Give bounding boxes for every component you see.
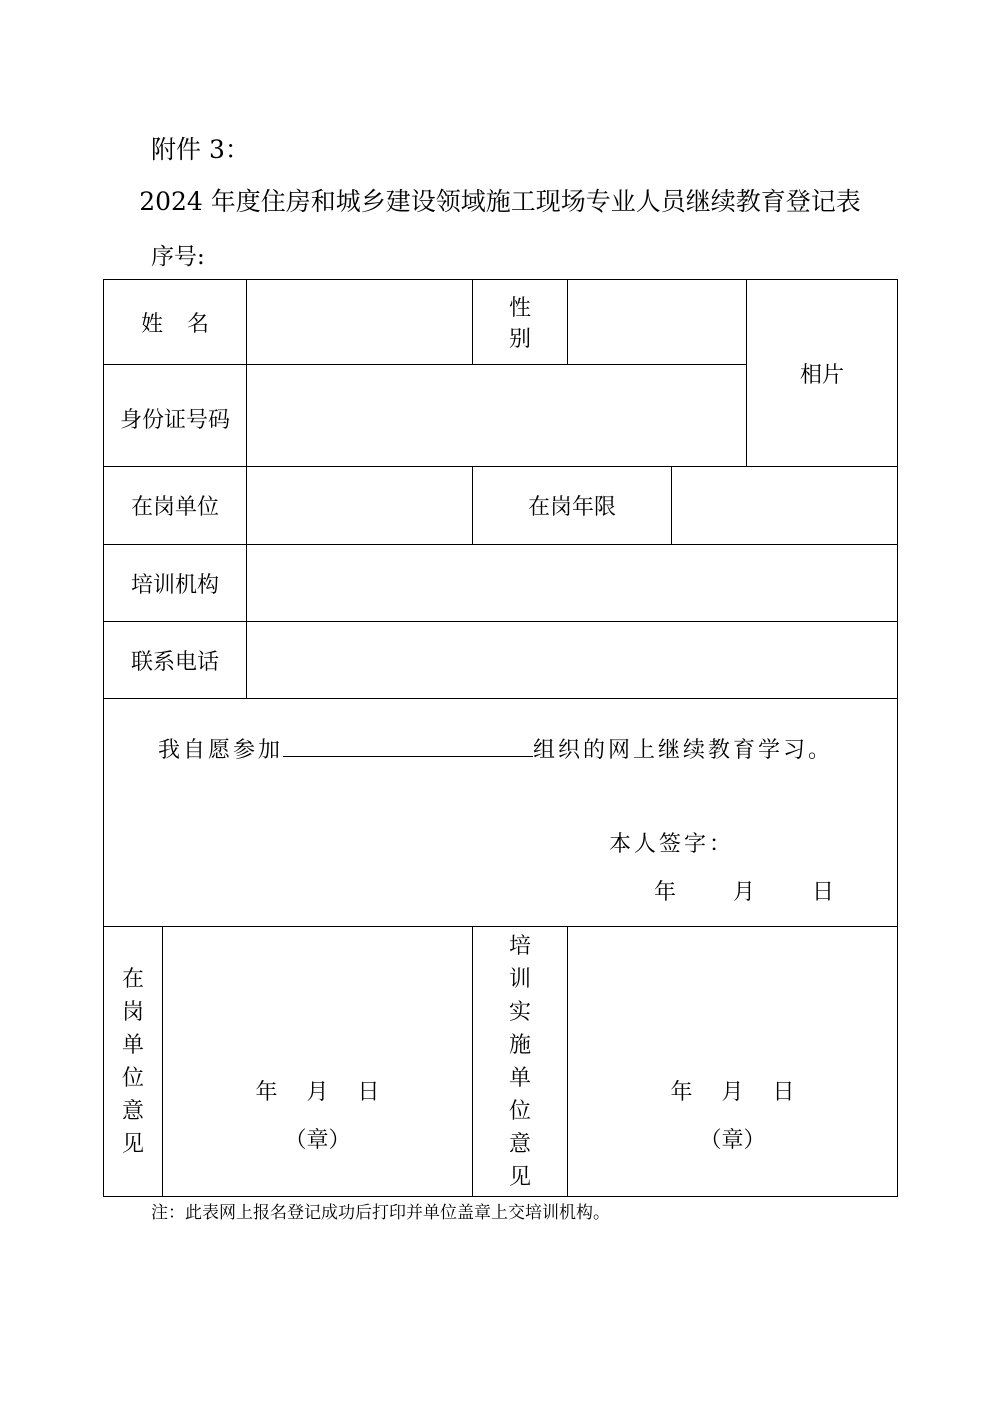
name-label-cell [104, 280, 247, 365]
serial-number-label: 序号: [151, 244, 205, 270]
employer-opinion-date: 年 月 日 [255, 1080, 380, 1105]
name-label: 姓名 [141, 311, 234, 337]
training-institution-field[interactable] [247, 545, 898, 622]
employer-opinion-label: 在岗单位意见 [121, 966, 144, 1157]
training-institution-label: 培训机构 [131, 572, 220, 598]
years-label-cell [473, 467, 672, 545]
photo-label: 相片 [800, 362, 845, 388]
employer-opinion-label-cell [104, 927, 163, 1197]
phone-label: 联系电话 [131, 649, 220, 675]
declaration-suffix: 组织的网上继续教育学习。 [533, 738, 834, 763]
id-number-field[interactable] [247, 365, 747, 467]
institution-label-cell [104, 545, 247, 622]
attachment-label: 附件 3： [151, 135, 250, 164]
years-on-job-field[interactable] [672, 467, 898, 545]
trainer-opinion-date: 年 月 日 [670, 1080, 795, 1105]
id-number-label: 身份证号码 [120, 408, 231, 433]
phone-label-cell [104, 622, 247, 699]
employer-opinion-field[interactable] [163, 927, 473, 1197]
gender-label: 性别 [509, 296, 556, 352]
declaration-prefix: 我自愿参加 [158, 738, 284, 763]
trainer-opinion-label: 培训实施单位意见 [509, 933, 532, 1190]
signature-date: 年 月 日 [654, 880, 834, 905]
employer-label-cell [104, 467, 247, 545]
id-number-label-cell [104, 365, 247, 467]
name-field[interactable] [247, 280, 473, 365]
organizer-blank[interactable] [283, 734, 533, 757]
employer-seal-label: （章） [284, 1128, 351, 1153]
employer-label: 在岗单位 [131, 495, 220, 520]
trainer-opinion-field[interactable] [568, 927, 898, 1197]
footnote: 注：此表网上报名登记成功后打印并单位盖章上交培训机构。 [151, 1203, 610, 1223]
gender-label-cell [473, 280, 568, 365]
signature-label: 本人签字： [609, 832, 735, 857]
page-title: 2024 年度住房和城乡建设领域施工现场专业人员继续教育登记表 [139, 187, 861, 216]
trainer-seal-label: （章） [699, 1128, 766, 1153]
trainer-opinion-label-cell [473, 927, 568, 1197]
gender-field[interactable] [568, 280, 747, 365]
phone-field[interactable] [247, 622, 898, 699]
employer-field[interactable] [247, 467, 473, 545]
registration-form-table [103, 279, 898, 1197]
declaration-section [104, 699, 898, 927]
declaration-line [158, 733, 833, 764]
years-on-job-label: 在岗年限 [528, 495, 617, 520]
photo-box[interactable] [747, 280, 898, 467]
